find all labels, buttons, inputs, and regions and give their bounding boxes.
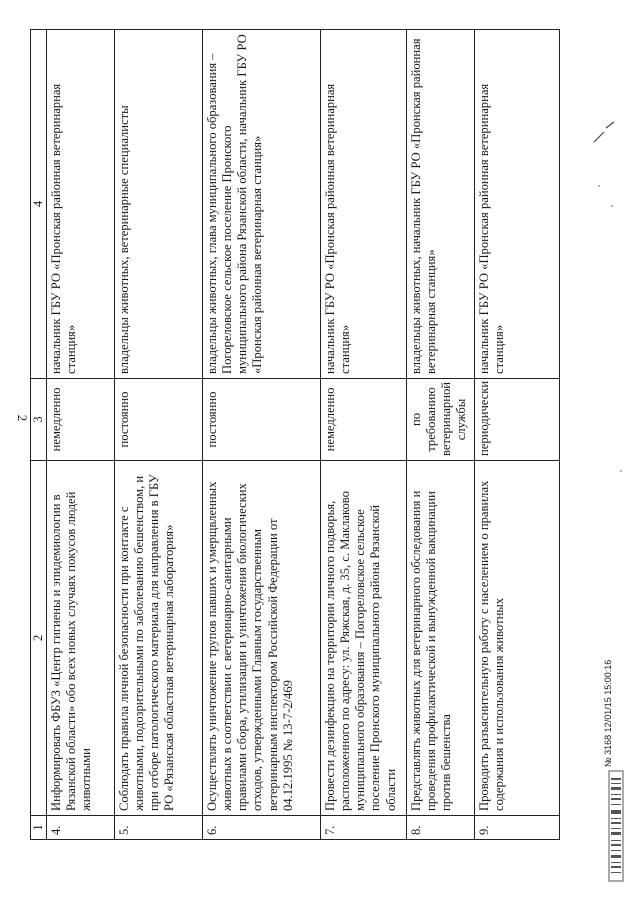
- row-responsible: начальник ГБУ РО «Пронская районная ветеринарная станция»: [47, 30, 115, 379]
- row-number: 9.: [475, 816, 560, 840]
- row-measure: Представлять животных для ветеринарного обследования и проведения профилактической и вынужденной вакцинации против бешенства: [407, 461, 475, 816]
- scan-speck: [598, 185, 600, 187]
- row-responsible: владельцы животных, ветеринарные специалисты: [115, 30, 203, 379]
- row-term: постоянно: [115, 379, 203, 461]
- row-term: немедленно: [321, 379, 407, 461]
- row-number: 7.: [321, 816, 407, 840]
- row-measure: Информировать ФБУЗ «Центр гигиены и эпидемиологии в Рязанской области» обо всех новых случаях покусов людей животными: [47, 461, 115, 816]
- table-row: [47, 30, 115, 840]
- table-row: [321, 30, 407, 840]
- table-row: [475, 30, 560, 840]
- row-number: 6.: [203, 816, 321, 840]
- row-responsible: начальник ГБУ РО «Пронская районная ветеринарная станция»: [475, 30, 560, 379]
- row-measure: Осуществлять уничтожение трупов павших и умерщвленных животных в соответствии с ветеринарно-санитарными правилами сбора, утилизации и уничтожения биологических отходов, утвержденными Главным государственным ветеринарным инспектором Российской Федерации от 04.12.1995 № 13-7-2/469: [203, 461, 321, 816]
- row-measure: Проводить разъяснительную работу с населением о правилах содержания и использования животных: [475, 461, 560, 816]
- header-col-4: 4: [31, 30, 47, 379]
- header-col-1: 1: [31, 816, 47, 840]
- table-wrapper: [30, 30, 560, 840]
- row-responsible: начальник ГБУ РО «Пронская районная ветеринарная станция»: [321, 30, 407, 379]
- row-term: по требованию ветеринарной службы: [407, 379, 475, 461]
- document-id: [600, 630, 614, 770]
- row-measure: Соблюдать правила личной безопасности при контакте с животными, подозрительными по заболеванию бешенством, и при отборе патологического материала для направления в ГБУ РО «Рязанская областная ветеринарная лаборатория»: [115, 461, 203, 816]
- row-term: постоянно: [203, 379, 321, 461]
- scan-speck: [611, 205, 613, 207]
- table-row: [407, 30, 475, 840]
- table-row: [203, 30, 321, 840]
- header-col-3: 3: [31, 379, 47, 461]
- row-number: 4.: [47, 816, 115, 840]
- page-number: 2: [15, 414, 30, 422]
- row-responsible: владельцы животных, глава муниципального образования – Погореловское сельское поселение Пронского муниципального района Рязанской области, начальник ГБУ РО «Пронская районная ветеринарная станция»: [203, 30, 321, 379]
- header-row: [31, 30, 47, 840]
- pen-mark-icon: [590, 118, 620, 148]
- table-row: [115, 30, 203, 840]
- row-responsible: владельцы животных, начальник ГБУ РО «Пронская районная ветеринарная станция»: [407, 30, 475, 379]
- rotated-table-container: [30, 30, 560, 840]
- row-term: немедленно: [47, 379, 115, 461]
- document-id-text: № 3168 12/01/15 15:00:16: [603, 659, 613, 767]
- row-number: 8.: [407, 816, 475, 840]
- barcode-stamp-icon: [608, 770, 624, 882]
- scan-speck: [620, 470, 622, 472]
- header-col-2: 2: [31, 461, 47, 816]
- row-measure: Провести дезинфекцию на территории личного подворья, расположенного по адресу: ул. Ряжская, д. 35, с. Маклаково муниципального образования – Погореловское сельское поселение Пронского муниципального района Рязанской области: [321, 461, 407, 816]
- measures-table: [30, 29, 560, 840]
- row-term: периодически: [475, 379, 560, 461]
- row-number: 5.: [115, 816, 203, 840]
